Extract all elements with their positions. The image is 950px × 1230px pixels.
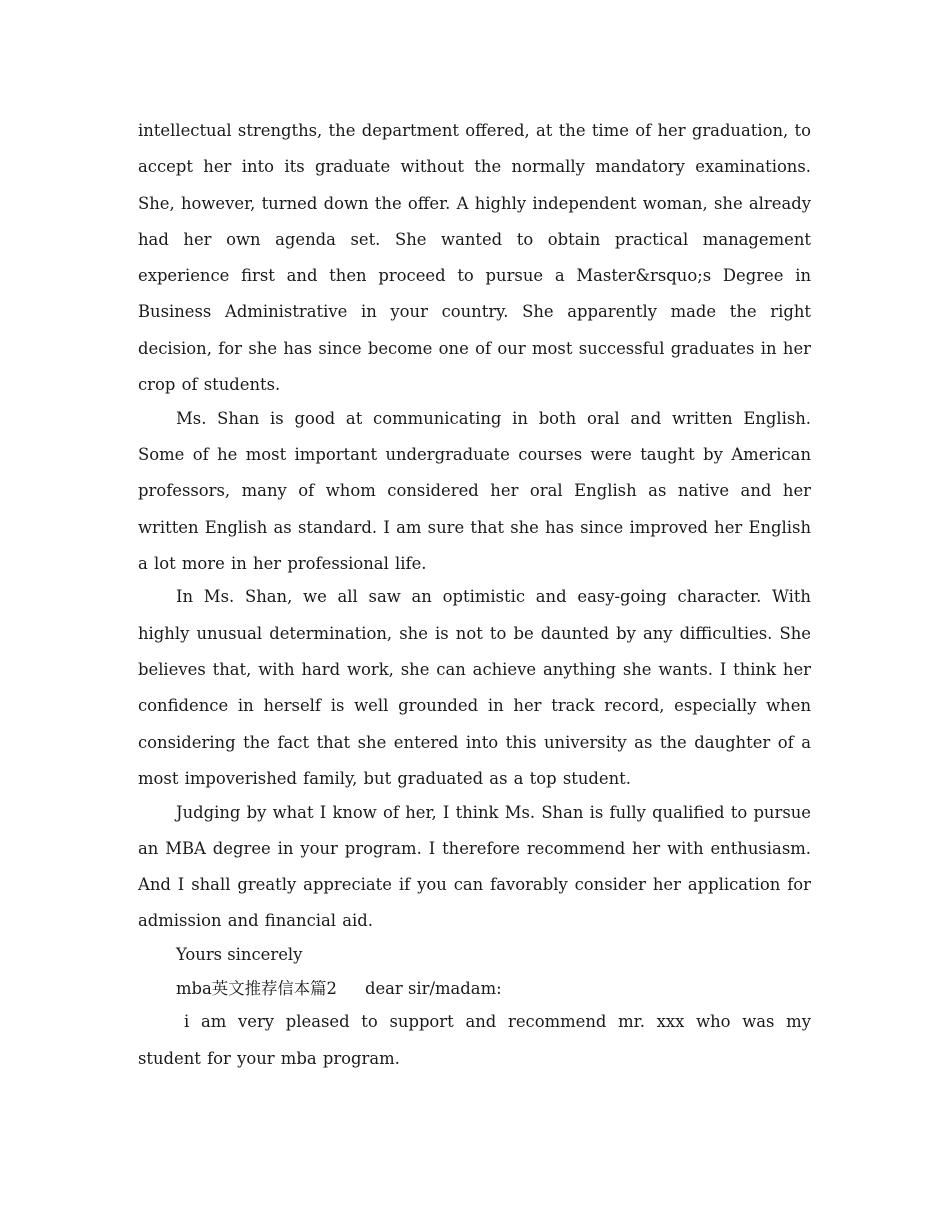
salutation: dear sir/madam: [364,978,502,998]
closing-line: Yours sincerely [176,945,303,965]
section-heading: mba英文推荐信本篇2 [176,978,337,998]
paragraph-recommendation: Judging by what I know of her, I think Ms. Shan is fully qualified to pursue an MBA degree in your program. I therefore recommend her with enthusiasm. And I shall greatly appreciate if you can favorably consider her application for admission and financial aid. [138,802,811,931]
paragraph-intellectual-strengths: intellectual strengths, the department offered, at the time of her graduation, to accept her into its graduate without the normally mandatory examinations. She, however, turned down the offer. A highly independent woman, she already had her own agenda set. She wanted to obtain practical management experience first and then proceed to pursue a Master&rsquo;s Degree in Business Administrative in your country. She apparently made the right decision, for she has since become one of our most successful graduates in her crop of students. [138,121,811,395]
paragraph-character: In Ms. Shan, we all saw an optimistic and easy-going character. With highly unusual determination, she is not to be daunted by any difficulties. She believes that, with hard work, she can achieve anything she wants. I think her confidence in herself is well grounded in her track record, especially when considering the fact that she entered into this university as the daughter of a most impoverished family, but graduated as a top student. [138,587,811,788]
letter-two-header [138,971,811,1007]
paragraph-letter-two-opening: i am very pleased to support and recommend mr. xxx who was my student for your mba program. [138,1012,811,1068]
paragraph-english-skills: Ms. Shan is good at communicating in both oral and written English. Some of he most important undergraduate courses were taught by American professors, many of whom considered her oral English as native and her written English as standard. I am sure that she has since improved her English a lot more in her professional life. [138,408,811,573]
document-body [138,113,811,1074]
